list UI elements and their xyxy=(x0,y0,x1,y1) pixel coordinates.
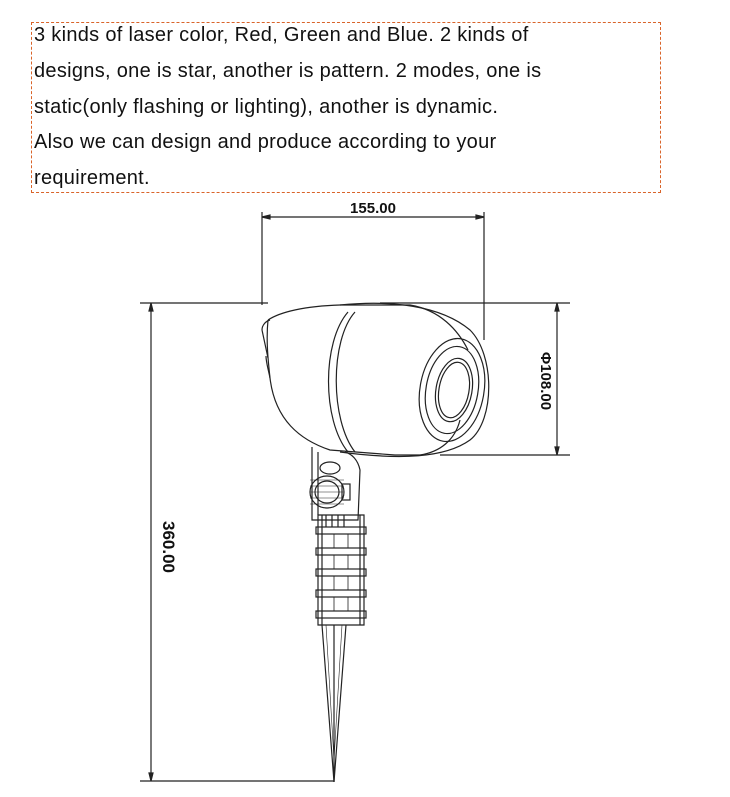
description-line-2: designs, one is star, another is pattern. 2 modes, one is xyxy=(34,60,542,82)
description-line-5: requirement. xyxy=(34,167,150,189)
stake-ribbed-section xyxy=(316,515,366,625)
description-line-1: 3 kinds of laser color, Red, Green and Blue. 2 kinds of xyxy=(34,24,529,46)
diameter-dimension-label: Φ108.00 xyxy=(537,351,554,411)
description-line-3: static(only flashing or lighting), another is dynamic. xyxy=(34,96,499,118)
stake-spike xyxy=(322,625,346,782)
adjustment-knob xyxy=(310,476,350,508)
width-dimension-label: 155.00 xyxy=(350,200,396,217)
lamp-head xyxy=(262,303,493,456)
description-line-4: Also we can design and produce according to your xyxy=(34,131,497,153)
height-dimension-label: 360.00 xyxy=(159,521,178,573)
width-dimension xyxy=(262,212,484,340)
